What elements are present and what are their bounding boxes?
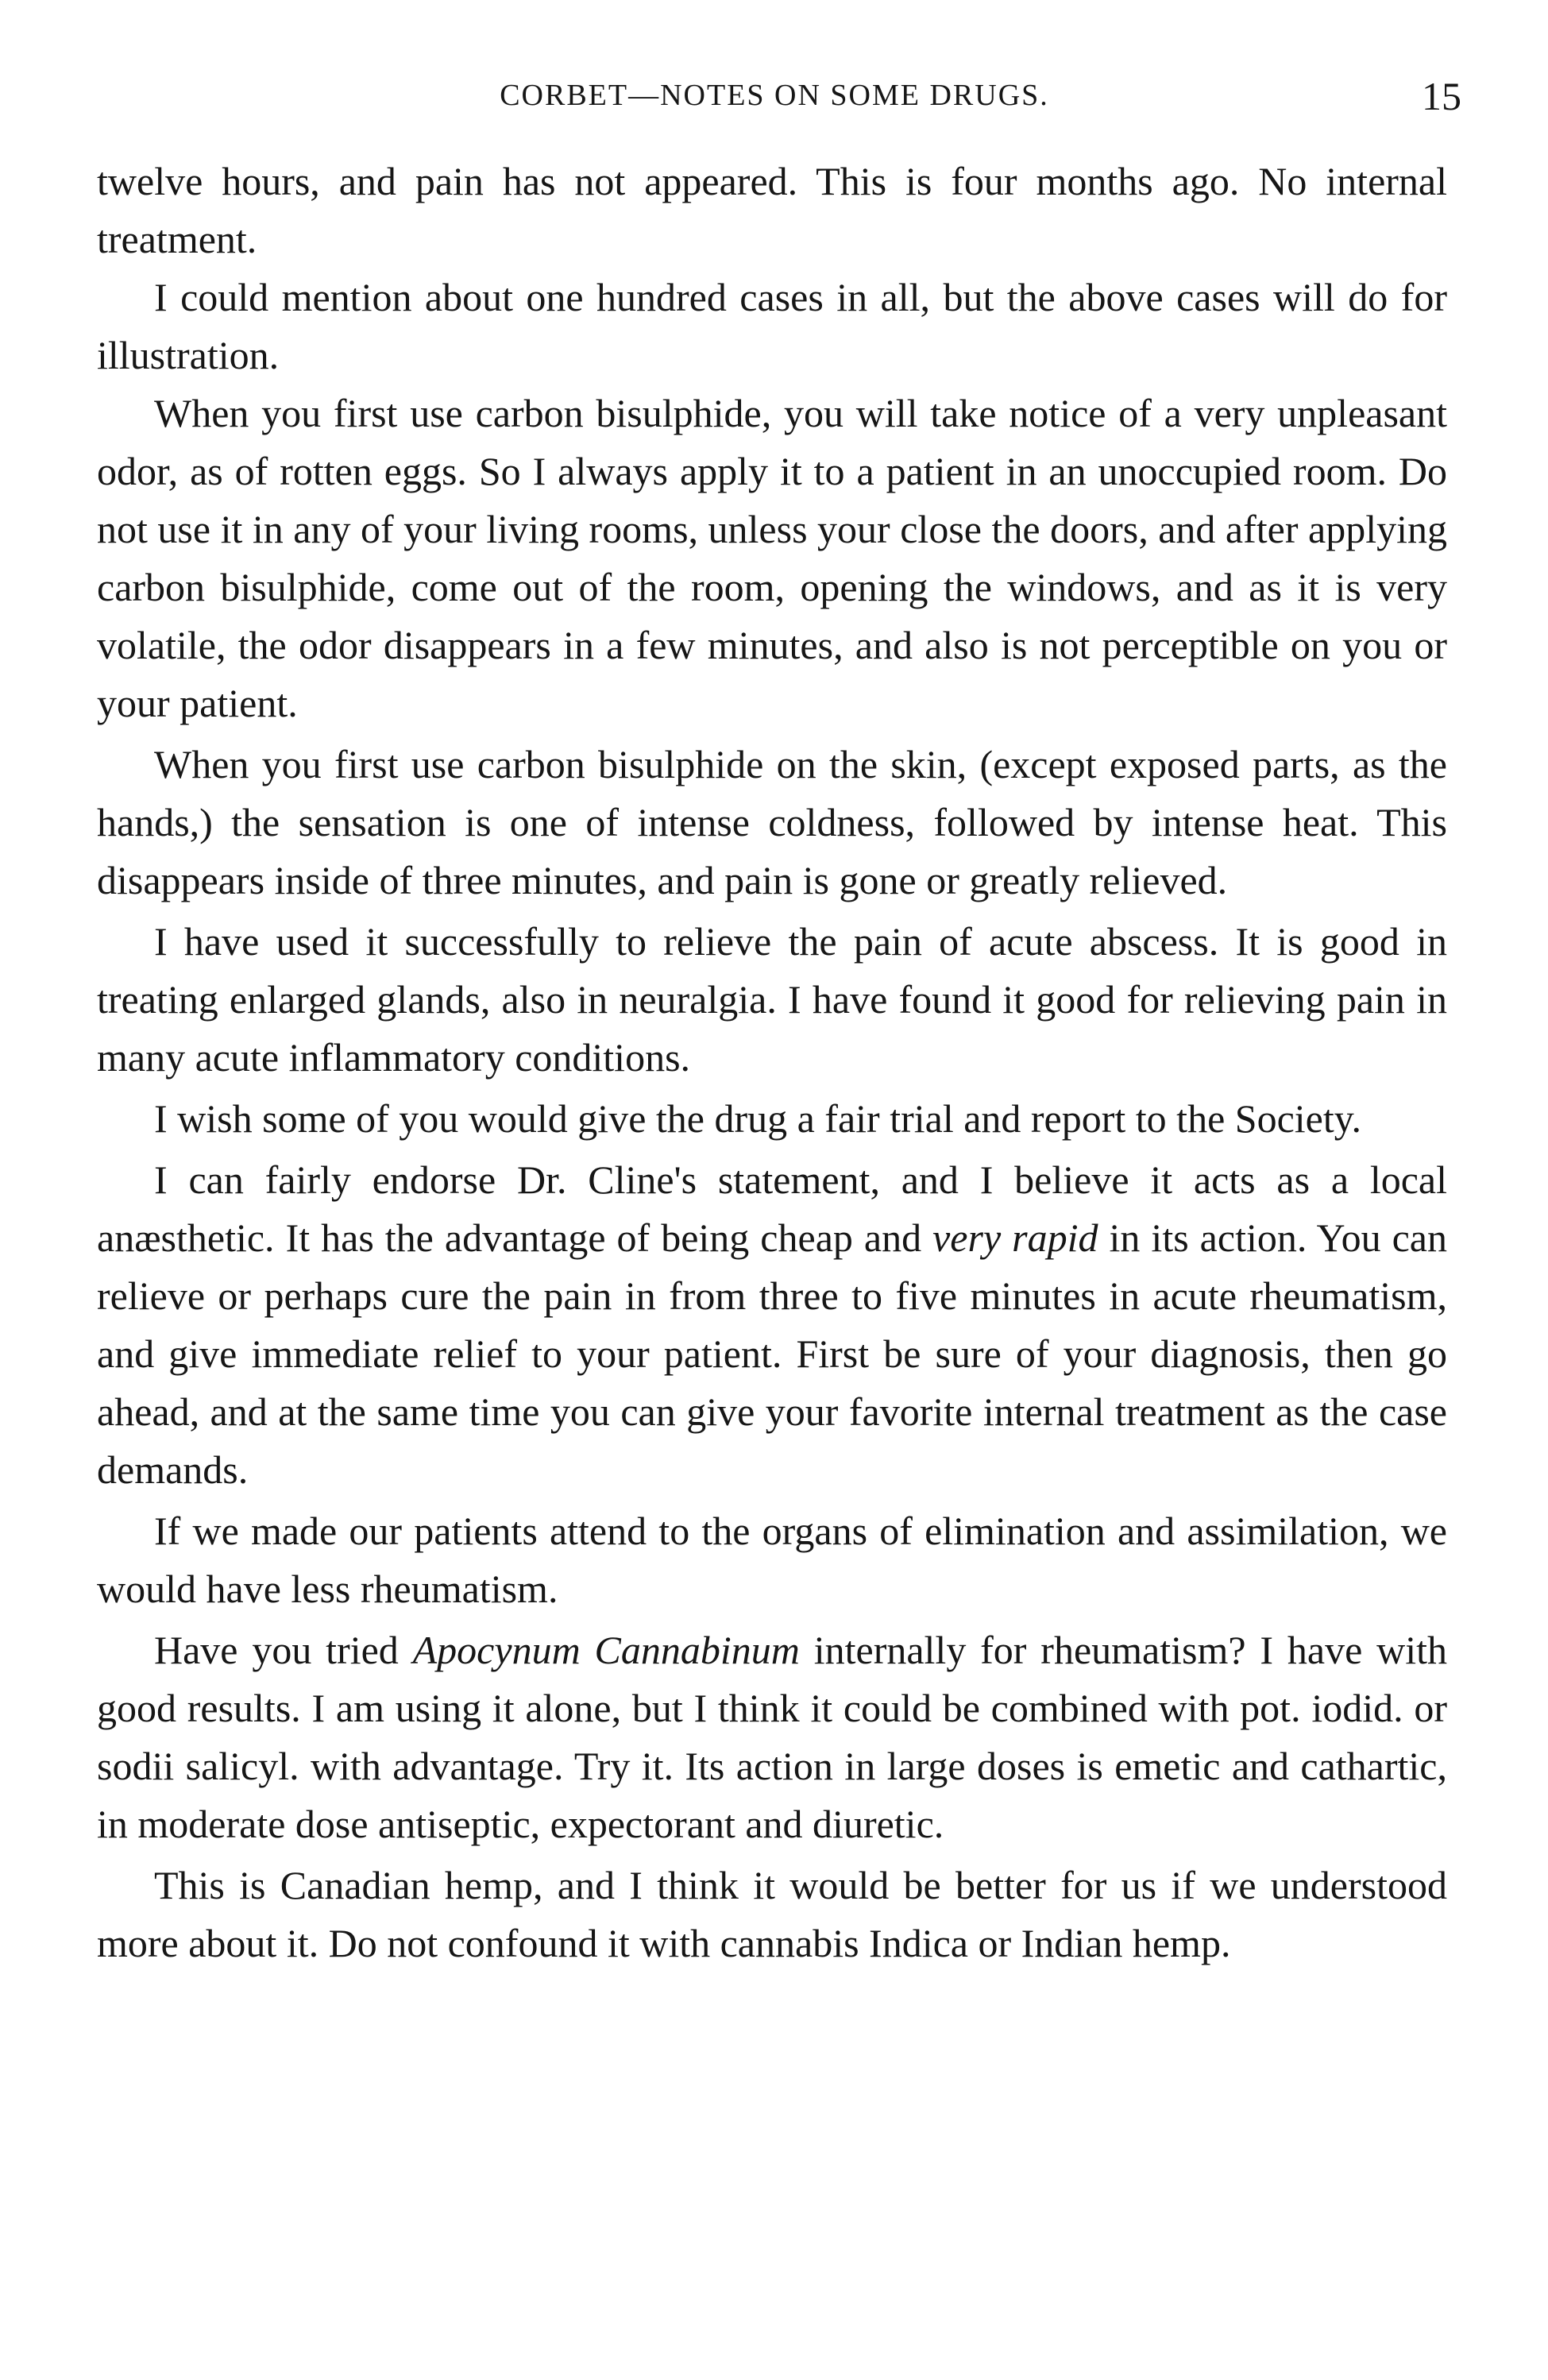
text-run: I could mention about one hundred cases in all, but the above cases will do for illustration. [97,275,1447,377]
text-run: When you first use carbon bisulphide, you will take notice of a very unpleasant odor, as of rotten eggs. So I always apply it to a patient in an unoccupied room. Do not use it in any of your living rooms, unless your close the doors, and after applying carbon bisulphide, come out of the room, opening the windows, and as it is very volatile, the odor disappears in a few minutes, and also is not perceptible on you or your patient. [97,391,1447,725]
italic-text-run: very rapid [932,1215,1098,1260]
text-run: If we made our patients attend to the organs of elimination and assimilation, we would have less rheumatism. [97,1509,1447,1611]
paragraph [97,1621,1447,1853]
text-run: I wish some of you would give the drug a fair trial and report to the Society. [154,1096,1361,1141]
paragraph [97,153,1447,269]
text-run: internally for rheumatism? I have with good results. I am using it alone, but I think it could be combined with pot. iodid. or sodii salicyl. with advantage. Try it. Its action in large doses is emetic and cathartic, in moderate dose antiseptic, expectorant and diuretic. [97,1628,1447,1846]
text-run: in its action. You can relieve or perhaps cure the pain in from three to five minutes in acute rheumatism, and give immediate relief to your patient. First be sure of your diagnosis, then go ahead, and at the same time you can give your favorite internal treatment as the case demands. [97,1215,1448,1492]
text-run: I can fairly endorse Dr. Cline's statement, and I believe it acts as a local anæsthetic. It has the advantage of being cheap and [97,1157,1447,1260]
page-header [87,73,1461,121]
paragraph [97,1856,1447,1972]
paragraph [97,1502,1447,1618]
text-run: When you first use carbon bisulphide on the skin, (except exposed parts, as the hands,) the sensation is one of intense coldness, followed by intense heat. This disappears inside of three minutes, and pain is gone or greatly relieved. [97,742,1447,902]
paragraph [97,1151,1447,1499]
text-run: This is Canadian hemp, and I think it would be better for us if we understood more about it. Do not confound it with cannabis Indica or Indian hemp. [97,1863,1447,1965]
paragraph [97,736,1447,910]
paragraph [97,1090,1447,1148]
paragraph [97,269,1447,384]
page-number: 15 [1422,74,1461,118]
text-run: Have you tried [154,1628,413,1672]
body-text [97,153,1447,1972]
paragraph [97,384,1447,732]
italic-text-run: Apocynum Cannabinum [412,1628,800,1672]
text-run: I have used it successfully to relieve the pain of acute abscess. It is good in treating enlarged glands, also in neuralgia. I have found it good for relieving pain in many acute inflammatory conditions. [97,919,1447,1080]
paragraph [97,913,1447,1087]
text-run: twelve hours, and pain has not appeared. This is four months ago. No internal treatment. [97,159,1447,261]
running-head: CORBET—NOTES ON SOME DRUGS. [500,79,1049,112]
